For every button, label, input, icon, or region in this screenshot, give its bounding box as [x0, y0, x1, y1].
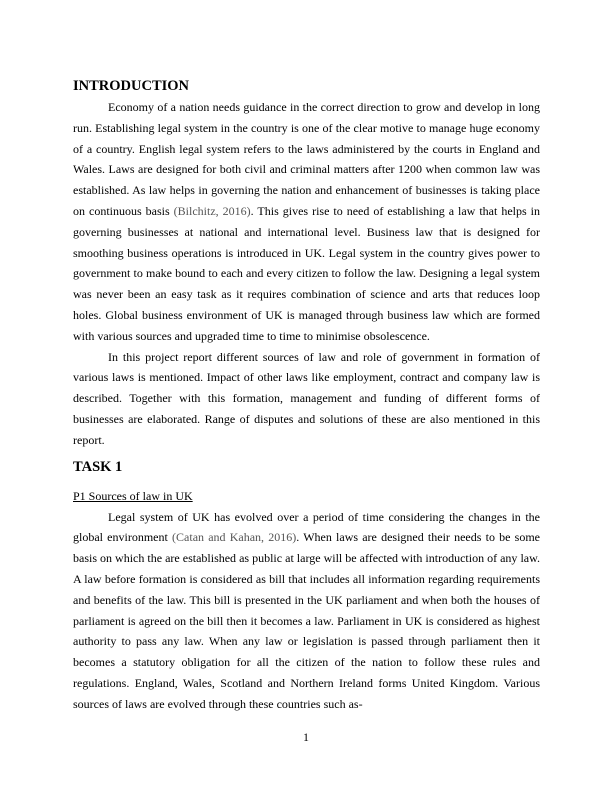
citation-bilchitz: (Bilchitz, 2016) [173, 203, 251, 218]
intro-p1-text-after-citation: . This gives rise to need of establishing a law that helps in governing businesses at national and international level. Business law that is designed for smoothing business operations is introduced in UK. Legal system in the country gives power to government to make bound to each and every citizen to follow the law. Designing a legal system was never been an easy task as it requires combination of science and arts that reduces loop holes. Global business environment of UK is managed through business law which are formed with various sources and upgraded time to time to minimise obsolescence. [73, 203, 540, 343]
page-content [73, 76, 540, 715]
introduction-paragraph-2: In this project report different sources of law and role of government in formation of various laws is mentioned. Impact of other laws like employment, contract and company law is described. Together with this formation, management and funding of different forms of businesses are elaborated. Range of disputes and solutions of these are also mentioned in this report. [73, 349, 540, 447]
task-1-heading: TASK 1 [73, 458, 123, 475]
introduction-paragraph-1 [73, 97, 540, 347]
task-1-paragraph-1 [73, 507, 540, 715]
page-number: 1 [303, 730, 309, 744]
task1-p1-text-before-citation: Legal system of UK has evolved over a period of time considering the changes in the global environment [73, 509, 540, 545]
sources-of-law-subheading: P1 Sources of law in UK [73, 488, 193, 503]
introduction-heading: INTRODUCTION [73, 78, 190, 94]
citation-catan-kahan: (Catan and Kahan, 2016) [172, 530, 297, 545]
intro-p1-text-before-citation: Economy of a nation needs guidance in the correct direction to grow and develop in long run. Establishing legal system in the country is one of the clear motive to manage huge economy of a country. English legal system refers to the laws administered by the courts in England and Wales. Laws are designed for both civil and criminal matters after 1200 when common law was established. As law helps in governing the nation and enhancement of businesses is taking place on continuous basis [73, 100, 540, 218]
task1-p1-text-after-citation: . When laws are designed their needs to be some basis on which the are established as public at large will be affected with introduction of any law. A law before formation is considered as bill that includes all information regarding requirements and benefits of the law. This bill is presented in the UK parliament and when both the houses of parliament is agreed on the bill then it becomes a law. Parliament in UK is considered as highest authority to pass any law. When any law or legislation is passed through parliament then it becomes a statutory obligation for all the citizen of the nation to follow these rules and regulations. England, Wales, Scotland and Northern Ireland forms United Kingdom. Various sources of laws are evolved through these countries such as- [73, 530, 540, 711]
